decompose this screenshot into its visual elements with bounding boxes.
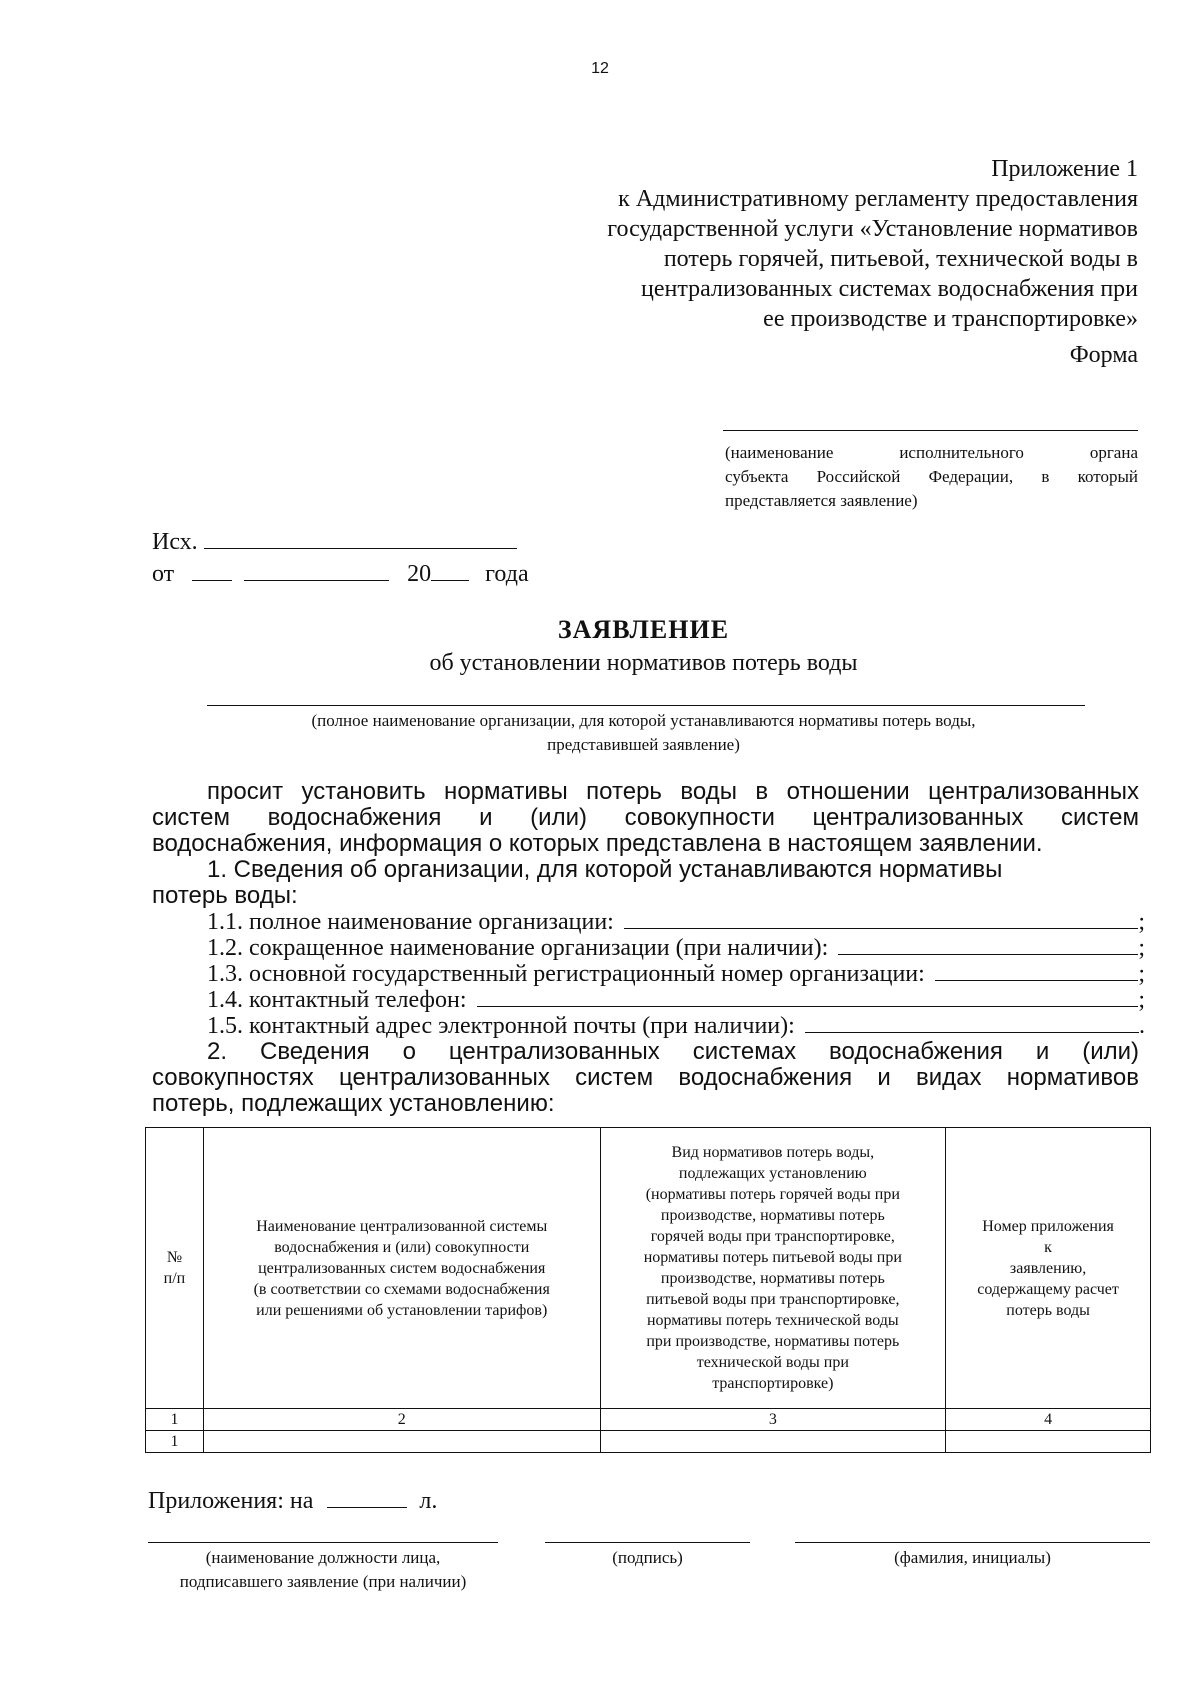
appendix-line: ее производстве и транспортировке» xyxy=(763,306,1138,332)
column-number: 3 xyxy=(600,1409,946,1431)
appendix-line: централизованных системах водоснабжения при xyxy=(641,276,1138,302)
header-number: № п/п xyxy=(146,1128,204,1409)
date-day-field[interactable] xyxy=(192,562,232,581)
table-column-numbers xyxy=(146,1409,1151,1431)
section1-heading: 1. Сведения об организации, для которой устанавливаются нормативы xyxy=(207,856,1003,883)
date-month-field[interactable] xyxy=(244,562,389,581)
field-email: 1.5. контактный адрес электронной почты (при наличии): . xyxy=(207,1013,1145,1039)
field-phone: 1.4. контактный телефон: ; xyxy=(207,987,1145,1013)
header-norm-type: Вид нормативов потерь воды, подлежащих установлению (нормативы потерь горячей воды при производстве, нормативы потерь горячей воды при транспортировке, нормативы потерь питьевой воды при производстве, нормативы потерь питьевой воды при транспортировке, нормативы потерь технической воды при производстве, нормативы потерь технической воды при транспортировке) xyxy=(600,1128,946,1409)
appendix-line: к Административному регламенту предоставления xyxy=(618,186,1138,212)
section1-heading: потерь воды: xyxy=(152,882,298,909)
form-label: Форма xyxy=(1069,342,1138,368)
document-title: ЗАЯВЛЕНИЕ xyxy=(557,615,730,644)
field-full-name-input[interactable] xyxy=(624,910,1138,929)
section2-heading: совокупностях централизованных систем водоснабжения и видах нормативов xyxy=(152,1064,1139,1091)
page-number: 12 xyxy=(591,60,609,77)
table-row xyxy=(146,1431,1151,1453)
table-cell[interactable] xyxy=(600,1431,946,1453)
position-caption: (наименование должности лица, подписавшего заявление (при наличии) xyxy=(179,1548,467,1591)
intro-line: просит установить нормативы потерь воды в отношении централизованных xyxy=(207,778,1139,805)
appendix-line: государственной услуги «Установление нормативов xyxy=(607,216,1138,242)
section2-heading: потерь, подлежащих установлению: xyxy=(152,1090,555,1117)
field-ogrn: 1.3. основной государственный регистрационный номер организации: ; xyxy=(207,961,1145,987)
field-short-name: 1.2. сокращенное наименование организации (при наличии): ; xyxy=(207,935,1145,961)
intro-line: систем водоснабжения и (или) совокупности централизованных систем xyxy=(152,804,1139,831)
column-number: 1 xyxy=(146,1409,204,1431)
table-cell: 1 xyxy=(146,1431,204,1453)
section2-heading: 2. Сведения о централизованных системах водоснабжения и (или) xyxy=(207,1038,1139,1065)
appendix-title: Приложение 1 xyxy=(991,156,1138,182)
table-header-row xyxy=(146,1128,1151,1409)
organization-name-field[interactable] xyxy=(207,705,1085,706)
appendix-line: потерь горячей, питьевой, технической воды в xyxy=(663,246,1138,272)
header-system-name: Наименование централизованной системы водоснабжения и (или) совокупности централизованных систем водоснабжения (в соответствии со схемами водоснабжения или решениями об установлении тарифов) xyxy=(203,1128,600,1409)
document-subtitle: об установлении нормативов потерь воды xyxy=(429,650,858,676)
column-number: 4 xyxy=(946,1409,1151,1431)
organization-caption: (полное наименование организации, для которой устанавливаются нормативы потерь воды, представившей заявление) xyxy=(311,711,976,754)
field-ogrn-input[interactable] xyxy=(935,962,1139,981)
column-number: 2 xyxy=(203,1409,600,1431)
attachments-count-field[interactable] xyxy=(327,1489,407,1508)
field-phone-input[interactable] xyxy=(477,988,1139,1007)
attachments-line: Приложения: на л. xyxy=(148,1488,438,1514)
outgoing-ref: Исх. xyxy=(152,529,517,555)
water-systems-table xyxy=(145,1127,1151,1453)
recipient-field[interactable] xyxy=(723,430,1138,431)
outgoing-ref-field[interactable] xyxy=(204,530,517,549)
position-field[interactable] xyxy=(148,1542,498,1543)
date-year-field[interactable] xyxy=(431,562,469,581)
table-cell[interactable] xyxy=(946,1431,1151,1453)
full-name-caption: (фамилия, инициалы) xyxy=(894,1548,1051,1567)
field-full-name: 1.1. полное наименование организации: ; xyxy=(207,909,1145,935)
outgoing-date: от 20 года xyxy=(152,561,529,587)
recipient-caption: (наименование исполнительного органа субъекта Российской Федерации, в который представляется заявление) xyxy=(725,443,1138,510)
table-cell[interactable] xyxy=(203,1431,600,1453)
field-email-input[interactable] xyxy=(805,1014,1139,1033)
field-short-name-input[interactable] xyxy=(838,936,1138,955)
header-appendix-number: Номер приложения к заявлению, содержащему расчет потерь воды xyxy=(946,1128,1151,1409)
signature-field[interactable] xyxy=(545,1542,750,1543)
intro-line: водоснабжения, информация о которых представлена в настоящем заявлении. xyxy=(152,830,1043,857)
full-name-field[interactable] xyxy=(795,1542,1150,1543)
signature-caption: (подпись) xyxy=(612,1548,683,1567)
